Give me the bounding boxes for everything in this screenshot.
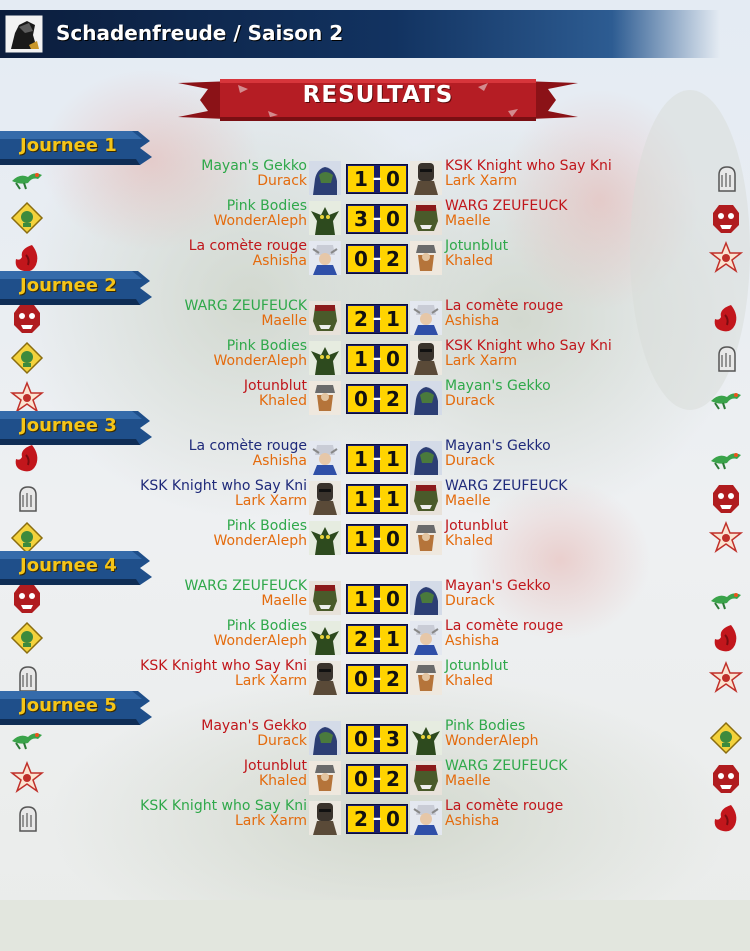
- score-separator: –: [372, 168, 382, 189]
- score-separator: –: [372, 308, 382, 329]
- home-coach-name: Durack: [257, 733, 307, 749]
- score-box: [346, 804, 408, 834]
- away-score: 0: [386, 807, 400, 831]
- score-box: [346, 484, 408, 514]
- away-score: 1: [386, 307, 400, 331]
- home-coach-name: Maelle: [261, 313, 307, 329]
- away-team-name: KSK Knight who Say Kni: [445, 158, 612, 174]
- match-row: [0, 158, 750, 201]
- home-team-name: La comète rouge: [188, 438, 307, 454]
- goblin-portrait-icon: [410, 721, 442, 755]
- dwarf-star-logo-icon: [10, 761, 44, 795]
- away-team-name: La comète rouge: [445, 618, 564, 634]
- lizardman-portrait-icon: [410, 581, 442, 615]
- match-row: [0, 338, 750, 381]
- home-coach-name: Durack: [257, 173, 307, 189]
- journee-header: [0, 691, 160, 725]
- away-team-name: KSK Knight who Say Kni: [445, 338, 612, 354]
- knight-portrait-icon: [410, 161, 442, 195]
- away-coach-name: Maelle: [445, 493, 491, 509]
- score-separator: –: [372, 668, 382, 689]
- match-row: [0, 198, 750, 241]
- away-score: 1: [386, 487, 400, 511]
- score-separator: –: [372, 528, 382, 549]
- red-comet-logo-icon: [709, 621, 743, 655]
- home-coach-name: Khaled: [258, 393, 307, 409]
- home-coach-name: WonderAleph: [213, 533, 307, 549]
- orc-head-logo-icon: [709, 201, 743, 235]
- lizardman-portrait-icon: [309, 721, 341, 755]
- home-score: 3: [354, 207, 368, 231]
- away-coach-name: Ashisha: [445, 633, 500, 649]
- dwarf-portrait-icon: [309, 381, 341, 415]
- score-separator: –: [372, 808, 382, 829]
- score-box: [346, 584, 408, 614]
- score-separator: –: [372, 388, 382, 409]
- knight-portrait-icon: [309, 801, 341, 835]
- home-coach-name: WonderAleph: [213, 353, 307, 369]
- match-row: [0, 618, 750, 661]
- home-score: 2: [354, 307, 368, 331]
- results-title: RESULTATS: [302, 82, 454, 108]
- home-coach-name: WonderAleph: [213, 213, 307, 229]
- score-separator: –: [372, 588, 382, 609]
- away-score: 2: [386, 387, 400, 411]
- home-score: 1: [354, 347, 368, 371]
- knight-portrait-icon: [309, 481, 341, 515]
- journee-header: [0, 411, 160, 445]
- home-coach-name: WonderAleph: [213, 633, 307, 649]
- orc-portrait-icon: [410, 761, 442, 795]
- undead-hand-logo-icon: [709, 161, 743, 195]
- orc-portrait-icon: [309, 581, 341, 615]
- orc-portrait-icon: [410, 481, 442, 515]
- blue-elf-portrait-icon: [410, 801, 442, 835]
- home-team-name: WARG ZEUFEUCK: [184, 578, 307, 594]
- home-score: 0: [354, 667, 368, 691]
- away-coach-name: Durack: [445, 453, 495, 469]
- away-coach-name: WonderAleph: [445, 733, 539, 749]
- away-coach-name: Maelle: [445, 213, 491, 229]
- score-box: [346, 724, 408, 754]
- away-score: 0: [386, 207, 400, 231]
- home-score: 1: [354, 587, 368, 611]
- home-team-name: Pink Bodies: [226, 618, 307, 634]
- journee-header: [0, 551, 160, 585]
- match-row: [0, 718, 750, 761]
- score-separator: –: [372, 208, 382, 229]
- away-coach-name: Khaled: [445, 673, 494, 689]
- home-score: 1: [354, 527, 368, 551]
- dwarf-portrait-icon: [410, 661, 442, 695]
- away-score: 0: [386, 347, 400, 371]
- coach-silhouette-icon: [5, 15, 43, 53]
- score-box: [346, 304, 408, 334]
- home-team-name: Jotunblut: [243, 758, 307, 774]
- away-team-name: Mayan's Gekko: [445, 378, 551, 394]
- away-team-name: WARG ZEUFEUCK: [445, 198, 568, 214]
- away-coach-name: Durack: [445, 393, 495, 409]
- goblin-portrait-icon: [309, 521, 341, 555]
- away-score: 2: [386, 247, 400, 271]
- score-separator: –: [372, 448, 382, 469]
- score-box: [346, 204, 408, 234]
- red-comet-logo-icon: [10, 241, 44, 275]
- away-coach-name: Lark Xarm: [445, 173, 518, 189]
- lizardman-portrait-icon: [410, 381, 442, 415]
- orc-head-logo-icon: [709, 761, 743, 795]
- home-coach-name: Khaled: [258, 773, 307, 789]
- undead-hand-logo-icon: [10, 481, 44, 515]
- knight-portrait-icon: [309, 661, 341, 695]
- score-separator: –: [372, 248, 382, 269]
- home-coach-name: Maelle: [261, 593, 307, 609]
- dwarf-portrait-icon: [410, 521, 442, 555]
- home-team-name: KSK Knight who Say Kni: [140, 658, 307, 674]
- home-score: 2: [354, 627, 368, 651]
- match-row: [0, 298, 750, 341]
- dwarf-star-logo-icon: [10, 381, 44, 415]
- match-row: [0, 438, 750, 481]
- away-coach-name: Ashisha: [445, 813, 500, 829]
- home-score: 0: [354, 727, 368, 751]
- home-team-name: Pink Bodies: [226, 338, 307, 354]
- away-score: 0: [386, 527, 400, 551]
- undead-hand-logo-icon: [709, 341, 743, 375]
- home-score: 0: [354, 387, 368, 411]
- journee-label: Journee 4: [20, 555, 117, 576]
- orc-head-logo-icon: [709, 481, 743, 515]
- journee-label: Journee 3: [20, 415, 117, 436]
- home-score: 1: [354, 447, 368, 471]
- match-row: [0, 478, 750, 521]
- lizard-logo-icon: [709, 581, 743, 615]
- match-row: [0, 798, 750, 841]
- orc-head-logo-icon: [10, 581, 44, 615]
- away-team-name: Mayan's Gekko: [445, 578, 551, 594]
- home-team-name: KSK Knight who Say Kni: [140, 478, 307, 494]
- away-team-name: WARG ZEUFEUCK: [445, 758, 568, 774]
- goblin-portrait-icon: [309, 341, 341, 375]
- away-coach-name: Durack: [445, 593, 495, 609]
- score-box: [346, 244, 408, 274]
- lizard-logo-icon: [709, 441, 743, 475]
- goblin-portrait-icon: [309, 201, 341, 235]
- home-coach-name: Ashisha: [252, 253, 307, 269]
- score-box: [346, 444, 408, 474]
- journee-header: [0, 131, 160, 165]
- goblin-portrait-icon: [309, 621, 341, 655]
- dwarf-star-logo-icon: [709, 521, 743, 555]
- knight-portrait-icon: [410, 341, 442, 375]
- page-header: [0, 10, 720, 58]
- score-box: [346, 344, 408, 374]
- home-coach-name: Lark Xarm: [234, 673, 307, 689]
- away-team-name: Mayan's Gekko: [445, 438, 551, 454]
- away-team-name: Pink Bodies: [445, 718, 526, 734]
- lizard-logo-icon: [10, 721, 44, 755]
- away-team-name: Jotunblut: [445, 238, 509, 254]
- home-team-name: Pink Bodies: [226, 518, 307, 534]
- away-team-name: La comète rouge: [445, 798, 564, 814]
- blue-elf-portrait-icon: [410, 621, 442, 655]
- home-score: 0: [354, 247, 368, 271]
- dwarf-portrait-icon: [410, 241, 442, 275]
- home-team-name: Mayan's Gekko: [201, 718, 307, 734]
- red-comet-logo-icon: [709, 801, 743, 835]
- away-score: 2: [386, 767, 400, 791]
- lizardman-portrait-icon: [309, 161, 341, 195]
- away-score: 0: [386, 587, 400, 611]
- score-box: [346, 524, 408, 554]
- away-coach-name: Khaled: [445, 533, 494, 549]
- home-coach-name: Lark Xarm: [234, 493, 307, 509]
- score-separator: –: [372, 348, 382, 369]
- home-score: 0: [354, 767, 368, 791]
- away-coach-name: Ashisha: [445, 313, 500, 329]
- red-comet-logo-icon: [709, 301, 743, 335]
- home-team-name: Pink Bodies: [226, 198, 307, 214]
- home-score: 1: [354, 487, 368, 511]
- score-box: [346, 764, 408, 794]
- orc-head-logo-icon: [10, 301, 44, 335]
- match-row: [0, 578, 750, 621]
- score-separator: –: [372, 488, 382, 509]
- lizard-logo-icon: [709, 381, 743, 415]
- journee-label: Journee 2: [20, 275, 117, 296]
- score-separator: –: [372, 768, 382, 789]
- home-coach-name: Lark Xarm: [234, 813, 307, 829]
- diamond-skull-logo-icon: [10, 341, 44, 375]
- away-score: 1: [386, 627, 400, 651]
- home-score: 1: [354, 167, 368, 191]
- diamond-skull-logo-icon: [10, 201, 44, 235]
- orc-portrait-icon: [309, 301, 341, 335]
- diamond-skull-logo-icon: [10, 521, 44, 555]
- away-score: 2: [386, 667, 400, 691]
- dwarf-portrait-icon: [309, 761, 341, 795]
- journee-header: [0, 271, 160, 305]
- away-score: 3: [386, 727, 400, 751]
- away-coach-name: Maelle: [445, 773, 491, 789]
- diamond-skull-logo-icon: [709, 721, 743, 755]
- away-team-name: Jotunblut: [445, 518, 509, 534]
- score-box: [346, 664, 408, 694]
- page-title: Schadenfreude / Saison 2: [56, 21, 344, 45]
- dwarf-star-logo-icon: [709, 661, 743, 695]
- away-team-name: WARG ZEUFEUCK: [445, 478, 568, 494]
- home-team-name: WARG ZEUFEUCK: [184, 298, 307, 314]
- score-separator: –: [372, 628, 382, 649]
- away-coach-name: Khaled: [445, 253, 494, 269]
- blue-elf-portrait-icon: [309, 241, 341, 275]
- away-score: 0: [386, 167, 400, 191]
- dwarf-star-logo-icon: [709, 241, 743, 275]
- score-box: [346, 384, 408, 414]
- score-separator: –: [372, 728, 382, 749]
- away-team-name: La comète rouge: [445, 298, 564, 314]
- score-box: [346, 164, 408, 194]
- score-box: [346, 624, 408, 654]
- away-team-name: Jotunblut: [445, 658, 509, 674]
- lizardman-portrait-icon: [410, 441, 442, 475]
- home-team-name: La comète rouge: [188, 238, 307, 254]
- home-coach-name: Ashisha: [252, 453, 307, 469]
- home-team-name: Mayan's Gekko: [201, 158, 307, 174]
- away-coach-name: Lark Xarm: [445, 353, 518, 369]
- away-score: 1: [386, 447, 400, 471]
- orc-portrait-icon: [410, 201, 442, 235]
- undead-hand-logo-icon: [10, 661, 44, 695]
- red-comet-logo-icon: [10, 441, 44, 475]
- diamond-skull-logo-icon: [10, 621, 44, 655]
- home-team-name: KSK Knight who Say Kni: [140, 798, 307, 814]
- blue-elf-portrait-icon: [410, 301, 442, 335]
- blue-elf-portrait-icon: [309, 441, 341, 475]
- journee-label: Journee 1: [20, 135, 117, 156]
- home-team-name: Jotunblut: [243, 378, 307, 394]
- match-row: [0, 758, 750, 801]
- home-score: 2: [354, 807, 368, 831]
- lizard-logo-icon: [10, 161, 44, 195]
- journee-label: Journee 5: [20, 695, 117, 716]
- undead-hand-logo-icon: [10, 801, 44, 835]
